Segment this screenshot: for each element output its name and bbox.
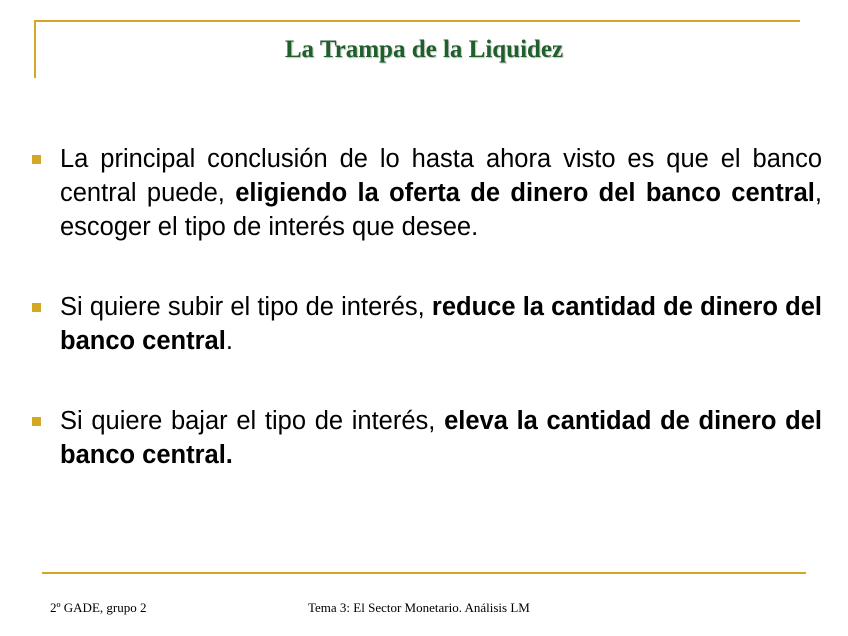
square-bullet-icon <box>32 155 41 164</box>
bullet-text: La principal conclusión de lo hasta ahora visto es que el banco central puede, <box>60 145 822 207</box>
footer-topic: Tema 3: El Sector Monetario. Análisis LM <box>308 600 530 615</box>
bullet-text: Si quiere subir el tipo de interés, <box>60 293 432 321</box>
square-bullet-icon <box>32 303 41 312</box>
bullet-item <box>30 290 822 358</box>
footer-course: 2º GADE, grupo 2 <box>50 600 147 615</box>
bullet-bold-text: reduce la cantidad de dinero del banco central <box>60 293 822 355</box>
bottom-rule <box>42 572 806 574</box>
bullet-text: , escoger el tipo de interés que desee. <box>60 179 822 241</box>
square-bullet-icon <box>32 417 41 426</box>
bullet-text: Si quiere bajar el tipo de interés, <box>60 407 445 435</box>
bullet-bold-text: eleva la cantidad de dinero del banco central. <box>60 407 822 469</box>
top-rule <box>34 20 800 22</box>
bullet-text: . <box>225 327 233 355</box>
bullet-item <box>30 142 822 244</box>
bullet-list <box>30 142 822 472</box>
bullet-bold-text: eligiendo la oferta de dinero del banco central <box>235 179 815 207</box>
bullet-item <box>30 404 822 472</box>
slide-title: La Trampa de la Liquidez <box>284 36 564 63</box>
